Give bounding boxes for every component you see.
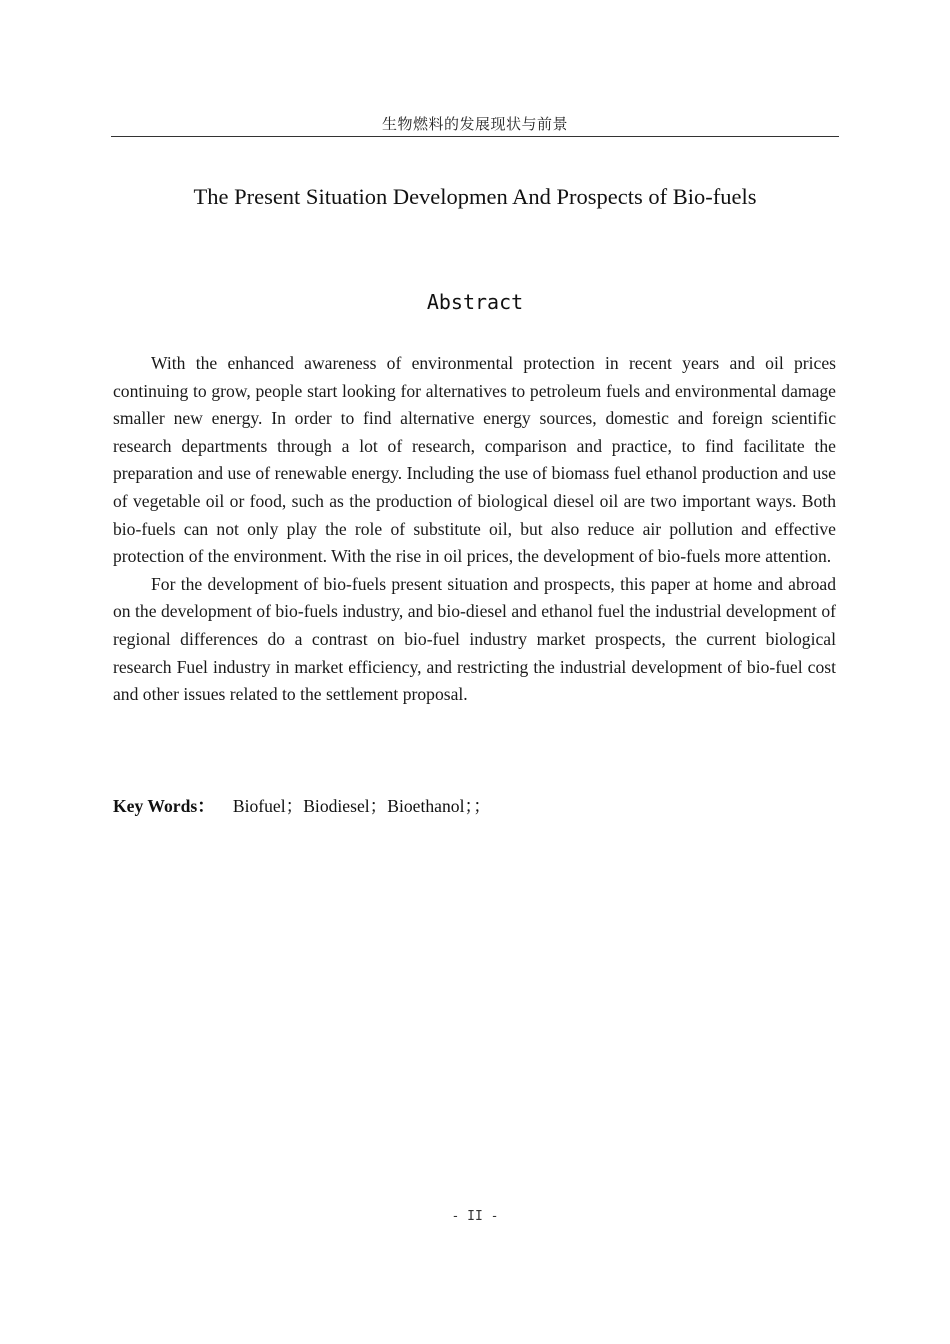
running-header: 生物燃料的发展现状与前景 <box>381 115 568 133</box>
keywords-label: Key Words： <box>113 796 215 816</box>
abstract-heading: Abstract <box>426 290 524 314</box>
keywords-values: Biofuel；Biodiesel；Bioethanol；； <box>232 796 491 816</box>
header-divider <box>111 136 839 137</box>
page-number: - II - <box>451 1209 499 1224</box>
abstract-body <box>113 350 836 709</box>
abstract-paragraph-2: For the development of bio-fuels present situation and prospects, this paper at home and abroad on the development of bio-fuels industry, and bio-diesel and ethanol fuel the industrial development of regional differences do a contrast on bio-fuel industry market prospects, the current biological research Fuel industry in market efficiency, and restricting the industrial development of bio-fuel cost and other issues related to the settlement proposal. <box>113 573 836 705</box>
paper-title: The Present Situation Developmen And Prospects of Bio-fuels <box>193 184 757 209</box>
abstract-paragraph-1: With the enhanced awareness of environmental protection in recent years and oil prices continuing to grow, people start looking for alternatives to petroleum fuels and environmental damage smaller new energy. In order to find alternative energy sources, domestic and foreign scientific research departments through a lot of research, comparison and practice, to find facilitate the preparation and use of renewable energy. Including the use of biomass fuel ethanol production and use of vegetable oil or food, such as the production of biological diesel oil are two important ways. Both bio-fuels can not only play the role of substitute oil, but also reduce air pollution and effective protection of the environment. With the rise in oil prices, the development of bio-fuels more attention. <box>113 353 836 567</box>
keywords-line <box>113 793 491 818</box>
